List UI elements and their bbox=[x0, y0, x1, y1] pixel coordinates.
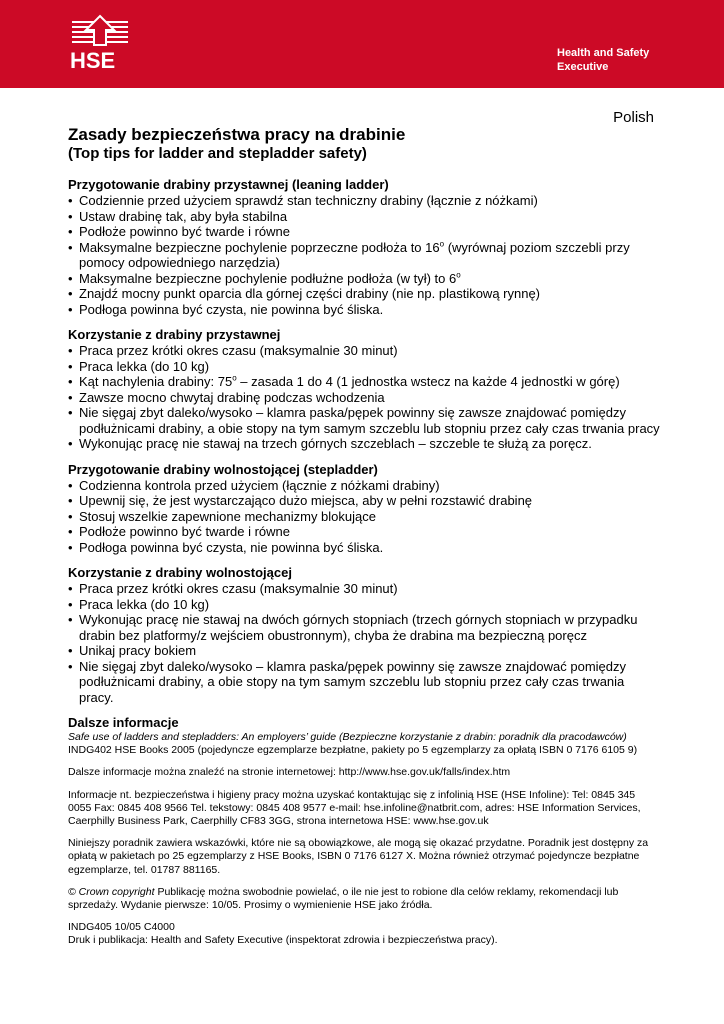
info-heading: Dalsze informacje bbox=[68, 715, 179, 730]
bullet-list bbox=[68, 193, 660, 317]
page-subtitle: (Top tips for ladder and stepladder safety) bbox=[68, 145, 367, 162]
section-1 bbox=[68, 177, 660, 317]
sections-container bbox=[68, 177, 660, 705]
guidance-note: Niniejszy poradnik zawiera wskazówki, które nie są obowiązkowe, ale mogą się okazać przydatne. Poradnik jest dostępny za opłatą w pakietach po 25 egzemplarzy z HSE Books, ISBN 0 7176 6127 X. Można również otrzymać pojedyncze bezpłatne egzemplarze, tel. 01787 881165. bbox=[68, 837, 649, 876]
bullet-list bbox=[68, 478, 660, 556]
list-item: • Codzienna kontrola przed użyciem (łącznie z nóżkami drabiny) bbox=[68, 478, 660, 494]
list-item: • Praca lekka (do 10 kg) bbox=[68, 597, 660, 613]
org-line-1: Health and Safety bbox=[557, 47, 650, 59]
list-item: • Ustaw drabinę tak, aby była stabilna bbox=[68, 209, 660, 225]
list-item: • Wykonując pracę nie stawaj na trzech górnych szczeblach – szczeble te służą za poręcz. bbox=[68, 436, 660, 452]
copyright-note bbox=[68, 886, 660, 912]
guide-reference bbox=[68, 731, 660, 757]
infoline-info: Informacje nt. bezpieczeństwa i higieny pracy można uzyskać kontaktując się z infolinią HSE (HSE Infoline): Tel: 0845 345 0055 Fax: 0845 408 9566 Tel. tekstowy: 0845 408 9577 e-mail: hse.infoline@natbrit.com, adres: HSE Information Services, Caerphilly Business Park, Caerphilly CF83 3GG, strona internetowa HSE: www.hse.gov.uk bbox=[68, 788, 641, 828]
list-item: • Praca przez krótki okres czasu (maksymalnie 30 minut) bbox=[68, 343, 660, 359]
language-label: Polish bbox=[613, 109, 654, 126]
copyright-text: Publikację można swobodnie powielać, o ile nie jest to robione dla celów reklamy, rekomendacji lub sprzedaży. Wydanie pierwsze: 10/05. Prosimy o wymienienie HSE jako źródła. bbox=[68, 885, 619, 912]
guide-details: INDG402 HSE Books 2005 (pojedyncze egzemplarze bezpłatne, pakiety po 5 egzemplarzy za opłatą ISBN 0 7176 6105 9) bbox=[68, 744, 638, 757]
section-4 bbox=[68, 565, 660, 705]
header-band bbox=[0, 0, 724, 88]
list-item: • Maksymalne bezpieczne pochylenie podłużne podłoża (w tył) to 6$^o$ bbox=[68, 271, 660, 287]
section-2 bbox=[68, 327, 660, 452]
organization-name bbox=[557, 46, 649, 74]
document-body bbox=[68, 125, 660, 948]
section-heading: Przygotowanie drabiny przystawnej (leaning ladder) bbox=[68, 177, 389, 192]
code-line: INDG405 10/05 C4000 bbox=[68, 921, 175, 934]
list-item: • Wykonując pracę nie stawaj na dwóch górnych stopniach (trzech górnych stopniach w przypadku drabin bez platformy/z wejściem obustronnym), chyba że drabina ma bezpieczną poręcz bbox=[68, 612, 660, 643]
printed-line: Druk i publikacja: Health and Safety Executive (inspektorat zdrowia i bezpieczeństwa pracy). bbox=[68, 934, 498, 947]
list-item: • Podłoże powinno być twarde i równe bbox=[68, 524, 660, 540]
copyright-label: © Crown copyright bbox=[68, 885, 155, 898]
list-item: • Unikaj pracy bokiem bbox=[68, 643, 660, 659]
list-item: • Podłoże powinno być twarde i równe bbox=[68, 224, 660, 240]
list-item: • Codziennie przed użyciem sprawdź stan techniczny drabiny (łącznie z nóżkami) bbox=[68, 193, 660, 209]
list-item: • Praca lekka (do 10 kg) bbox=[68, 359, 660, 375]
publication-code bbox=[68, 921, 660, 947]
list-item: • Nie sięgaj zbyt daleko/wysoko – klamra paska/pępek powinny się zawsze znajdować pomiędzy podłużnicami drabiny, a obie stopy na tym samym szczeblu lub stopniu przez cały czas trwania pracy. bbox=[68, 659, 660, 706]
list-item: • Nie sięgaj zbyt daleko/wysoko – klamra paska/pępek powinny się zawsze znajdować pomiędzy podłużnicami drabiny, a obie stopy na tym samym szczeblu lub stopniu przez cały czas trwania pracy bbox=[68, 405, 660, 436]
list-item: • Upewnij się, że jest wystarczająco dużo miejsca, aby w pełni rozstawić drabinę bbox=[68, 493, 660, 509]
hse-logo-text: HSE bbox=[70, 48, 116, 73]
list-item: • Podłoga powinna być czysta, nie powinna być śliska. bbox=[68, 540, 660, 556]
section-heading: Korzystanie z drabiny przystawnej bbox=[68, 327, 281, 342]
list-item: • Podłoga powinna być czysta, nie powinna być śliska. bbox=[68, 302, 660, 318]
bullet-list bbox=[68, 581, 660, 705]
section-3 bbox=[68, 462, 660, 556]
section-heading: Przygotowanie drabiny wolnostojącej (stepladder) bbox=[68, 461, 378, 477]
list-item: • Praca przez krótki okres czasu (maksymalnie 30 minut) bbox=[68, 581, 660, 597]
list-item: • Stosuj wszelkie zapewnione mechanizmy blokujące bbox=[68, 509, 660, 525]
web-reference: Dalsze informacje można znaleźć na stronie internetowej: http://www.hse.gov.uk/falls/index.htm bbox=[68, 766, 511, 779]
further-info bbox=[68, 715, 660, 948]
list-item: • Znajdź mocny punkt oparcia dla górnej części drabiny (nie np. plastikową rynnę) bbox=[68, 286, 660, 302]
list-item: • Zawsze mocno chwytaj drabinę podczas wchodzenia bbox=[68, 390, 660, 406]
page-title: Zasady bezpieczeństwa pracy na drabinie bbox=[68, 125, 406, 144]
bullet-list bbox=[68, 343, 660, 452]
section-heading: Korzystanie z drabiny wolnostojącej bbox=[68, 565, 292, 580]
org-line-2: Executive bbox=[557, 61, 609, 73]
list-item: • Maksymalne bezpieczne pochylenie poprzeczne podłoża to 16$^o$ (wyrównaj poziom szczebli przy pomocy odpowiedniego narzędzia) bbox=[68, 240, 660, 271]
list-item: • Kąt nachylenia drabiny: 75$^o$ – zasada 1 do 4 (1 jednostka wstecz na każde 4 jednostki w górę) bbox=[68, 374, 660, 390]
guide-title: Safe use of ladders and stepladders: An employers’ guide (Bezpieczne korzystanie z drabin: poradnik dla pracodawców) bbox=[68, 731, 627, 743]
